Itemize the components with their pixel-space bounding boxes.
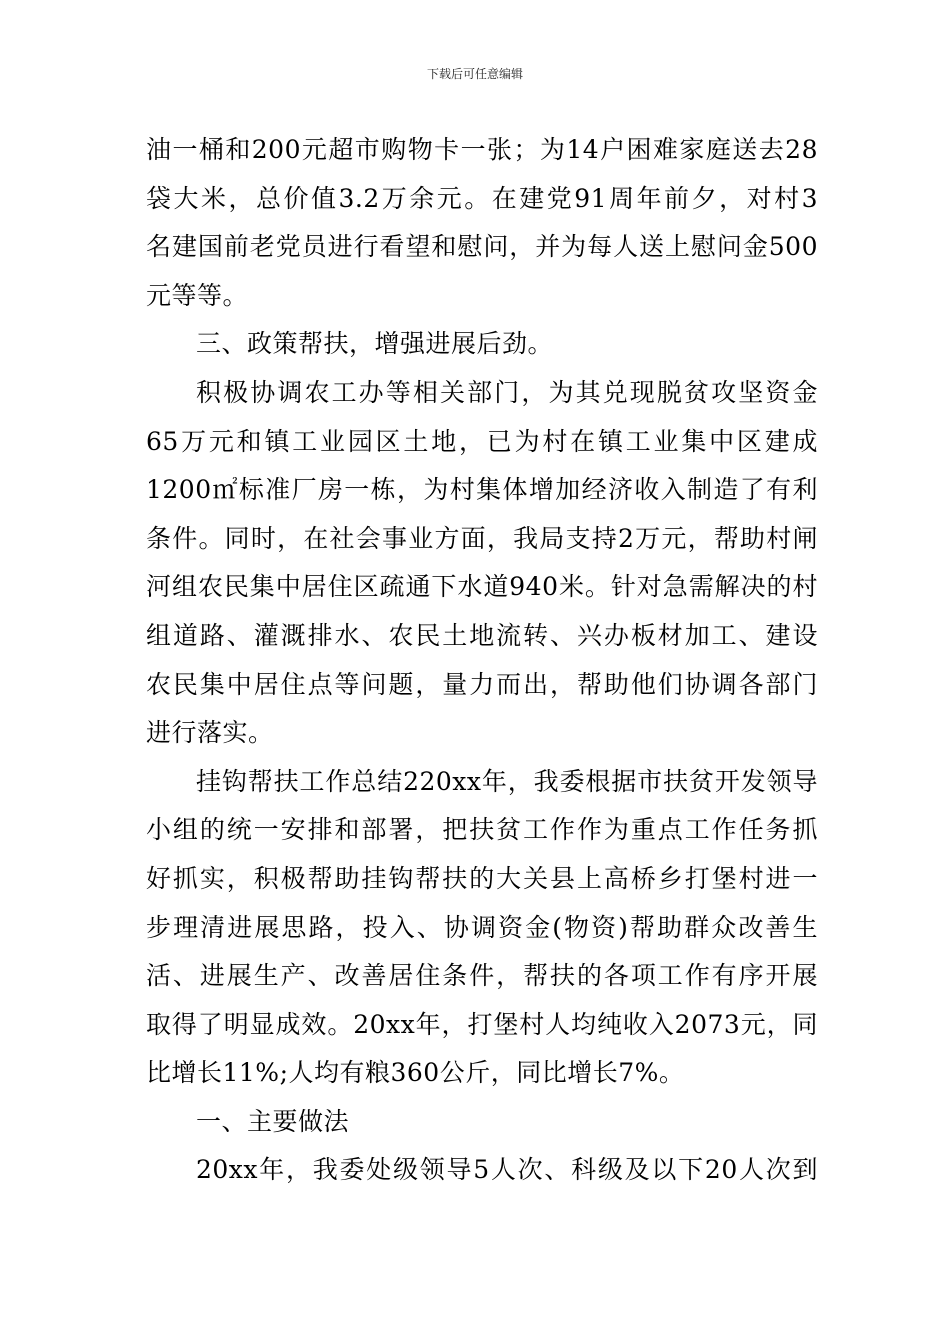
text-line: 三、政策帮扶，增强进展后劲。	[196, 329, 554, 359]
text-line: 挂钩帮扶工作总结220xx年，我委根据市扶贫开发领导	[196, 766, 818, 796]
text-line: 进行落实。	[146, 718, 274, 748]
text-line: 条件。同时，在社会事业方面，我局支持2万元，帮助村闸	[146, 523, 818, 553]
text-line: 袋大米，总价值3.2万余元。在建党91周年前夕，对村3	[146, 183, 818, 213]
text-line: 活、进展生产、改善居住条件，帮扶的各项工作有序开展	[146, 961, 818, 991]
text-line: 组道路、灌溉排水、农民土地流转、兴办板材加工、建设	[146, 620, 818, 650]
text-line: 步理清进展思路，投入、协调资金(物资)帮助群众改善生	[146, 912, 818, 942]
text-line: 20xx年，我委处级领导5人次、科级及以下20人次到	[196, 1155, 818, 1185]
text-line: 河组农民集中居住区疏通下水道940米。针对急需解决的村	[146, 572, 818, 602]
text-line: 元等等。	[146, 280, 249, 310]
text-line: 一、主要做法	[196, 1106, 350, 1136]
text-line: 取得了明显成效。20xx年，打堡村人均纯收入2073元，同	[146, 1009, 818, 1039]
text-line: 小组的统一安排和部署，把扶贫工作作为重点工作任务抓	[146, 815, 818, 845]
body-text	[146, 126, 818, 1195]
text-line: 好抓实，积极帮助挂钩帮扶的大关县上高桥乡打堡村进一	[146, 863, 818, 893]
text-line: 65万元和镇工业园区土地，已为村在镇工业集中区建成	[146, 426, 818, 456]
text-line: 农民集中居住点等问题，量力而出，帮助他们协调各部门	[146, 669, 818, 699]
text-line: 名建国前老党员进行看望和慰问，并为每人送上慰问金500	[146, 232, 818, 262]
text-line: 油一桶和200元超市购物卡一张；为14户困难家庭送去28	[146, 135, 818, 164]
text-line: 1200㎡标准厂房一栋，为村集体增加经济收入制造了有利	[146, 475, 818, 505]
page-header: 下载后可任意编辑	[426, 67, 523, 81]
text-line: 积极协调农工办等相关部门，为其兑现脱贫攻坚资金	[196, 377, 818, 407]
text-line: 比增长11%;人均有粮360公斤，同比增长7%。	[146, 1058, 685, 1088]
